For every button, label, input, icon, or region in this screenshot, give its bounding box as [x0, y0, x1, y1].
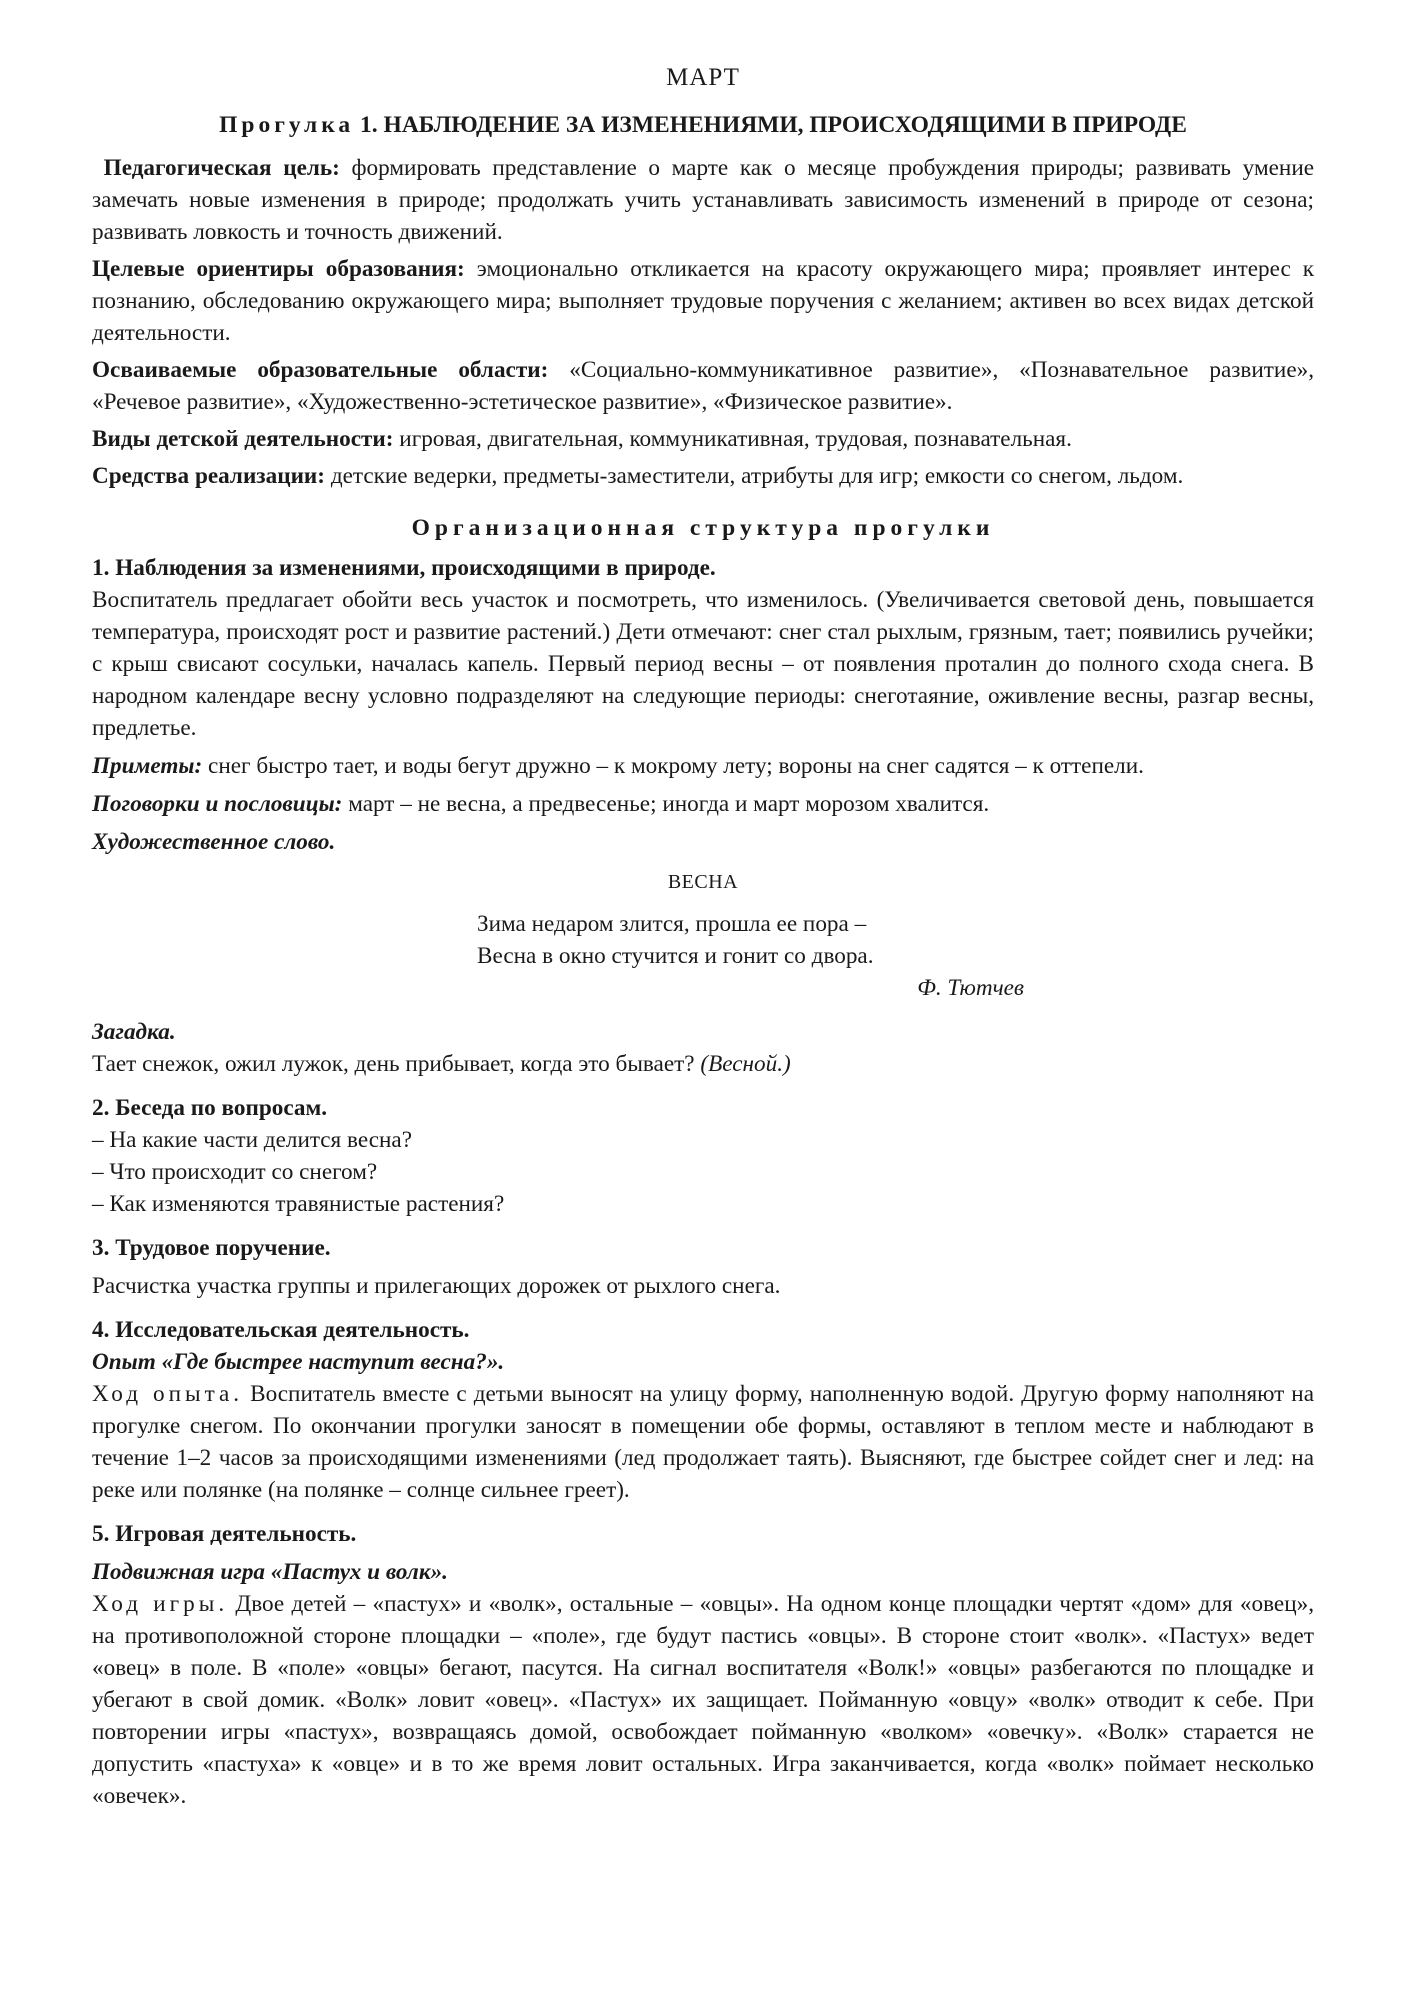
structure-title: Организационная структура прогулки: [411, 515, 995, 541]
question-item: – На какие части делится весна?: [92, 1127, 412, 1153]
section-2: [92, 1092, 1314, 1220]
signs-paragraph: [92, 750, 1314, 782]
intro-areas: [92, 354, 1314, 418]
question-item: – Как изменяются травянистые растения?: [92, 1191, 505, 1217]
section-3-text: Расчистка участка группы и прилегающих дорожек от рыхлого снега.: [92, 1273, 781, 1299]
intro-activities-label: Виды детской деятельности:: [92, 426, 394, 452]
section-1-heading: 1. Наблюдения за изменениями, происходящими в природе.: [92, 555, 716, 581]
walk-label: Прогулка: [219, 112, 355, 138]
section-3: [92, 1232, 1314, 1302]
document-page: [92, 0, 1314, 1812]
intro-activities: [92, 423, 1314, 455]
riddle-answer: (Весной.): [700, 1051, 791, 1077]
month-header: МАРТ: [666, 64, 740, 91]
section-2-heading: 2. Беседа по вопросам.: [92, 1095, 328, 1121]
intro-targets: [92, 253, 1314, 349]
experiment-course-label: Ход опыта.: [92, 1381, 244, 1407]
section-4: [92, 1314, 1314, 1506]
art-word-label: Художественное слово.: [92, 829, 336, 855]
walk-title-text: 1. НАБЛЮДЕНИЕ ЗА ИЗМЕНЕНИЯМИ, ПРОИСХОДЯЩИМИ В ПРИРОДЕ: [360, 112, 1187, 138]
intro-goal-label: Педагогическая цель:: [103, 155, 340, 181]
intro-areas-label: Осваиваемые образовательные области:: [92, 357, 549, 383]
signs-text: снег быстро тает, и воды бегут дружно – к мокрому лету; вороны на снег садятся – к оттепели.: [202, 753, 1144, 779]
game-course-label: Ход игры.: [92, 1591, 229, 1617]
sayings-text: март – не весна, а предвесенье; иногда и март морозом хвалится.: [342, 791, 990, 817]
experiment-paragraph: [92, 1378, 1314, 1506]
sayings-paragraph: [92, 788, 1314, 820]
intro-means-label: Средства реализации:: [92, 463, 326, 489]
intro-means: [92, 460, 1314, 492]
game-title: Подвижная игра «Пастух и волк».: [92, 1559, 448, 1585]
game-paragraph: [92, 1588, 1314, 1812]
section-1: [92, 552, 1314, 1080]
poem-line: Весна в окно стучится и гонит со двора.: [477, 943, 874, 969]
section-4-heading: 4. Исследовательская деятельность.: [92, 1317, 470, 1343]
intro-means-text: детские ведерки, предметы-заместители, атрибуты для игр; емкости со снегом, льдом.: [325, 463, 1184, 489]
poem-line: Зима недаром злится, прошла ее пора –: [477, 911, 867, 937]
signs-label: Приметы:: [92, 753, 203, 779]
section-5-heading: 5. Игровая деятельность.: [92, 1521, 357, 1547]
section-3-heading: 3. Трудовое поручение.: [92, 1235, 331, 1261]
intro-block: [92, 152, 1314, 492]
game-text: Двое детей – «пастух» и «волк», остальные – «овцы». На одном конце площадки чертят «дом» для «овец», на противоположной стороне площадки – «поле», где будут пастись «овцы». В стороне стоит «волк». «Пастух» ведет «овец» в поле. В «поле» «овцы» бегают, пасутся. На сигнал воспитателя «Волк!» «овцы» разбегаются по площадке и убегают в свой домик. «Волк» ловит «овец». «Пастух» их защищает. Пойманную «овцу» «волк» отводит к себе. При повторении игры «пастух», возвращаясь домой, освобождает пойманную «волком» «овечку». «Волк» старается не допустить «пастуха» к «овце» и в то же время ловит остальных. Игра заканчивается, когда «волк» поймает несколько «овечек».: [92, 1591, 1314, 1809]
intro-goal-text: формировать представление о марте как о месяце пробуждения природы; развивать умение замечать новые изменения в природе; продолжать учить устанавливать зависимость изменений в природе от сезона; развивать ловкость и точность движений.: [92, 155, 1315, 245]
section-5: [92, 1518, 1314, 1812]
question-item: – Что происходит со снегом?: [92, 1159, 378, 1185]
intro-targets-text: эмоционально откликается на красоту окружающего мира; проявляет интерес к познанию, обследованию окружающего мира; выполняет трудовые поручения с желанием; активен во всех видах детской деятельности.: [92, 256, 1314, 346]
sayings-label: Поговорки и пословицы:: [92, 791, 343, 817]
poem-author: Ф. Тютчев: [917, 975, 1024, 1001]
poem-title: ВЕСНА: [667, 871, 739, 893]
intro-goal: [92, 152, 1314, 248]
experiment-title: Опыт «Где быстрее наступит весна?».: [92, 1349, 505, 1375]
riddle-label: Загадка.: [92, 1019, 176, 1045]
poem: [477, 908, 1314, 972]
riddle-text: Тает снежок, ожил лужок, день прибывает, когда это бывает?: [92, 1051, 701, 1077]
walk-title: [92, 108, 1314, 142]
intro-activities-text: игровая, двигательная, коммуникативная, трудовая, познавательная.: [393, 426, 1072, 452]
intro-areas-text: «Социально-коммуникативное развитие», «Познавательное развитие», «Речевое развитие», «Художественно-эстетическое развитие», «Физическое развитие».: [92, 357, 1314, 415]
experiment-text: Воспитатель вместе с детьми выносят на улицу форму, наполненную водой. Другую форму наполняют на прогулке снегом. По окончании прогулки заносят в помещении обе формы, оставляют в теплом месте и наблюдают в течение 1–2 часов за происходящими изменениями (лед продолжает таять). Выясняют, где быстрее сойдет снег и лед: на реке или полянке (на полянке – солнце сильнее греет).: [92, 1381, 1315, 1503]
intro-targets-label: Целевые ориентиры образования:: [92, 256, 465, 282]
section-1-text: Воспитатель предлагает обойти весь участок и посмотреть, что изменилось. (Увеличивается световой день, повышается температура, происходят рост и развитие растений.) Дети отмечают: снег стал рыхлым, грязным, тает; появились ручейки; с крыш свисают сосульки, началась капель. Первый период весны – от появления проталин до полного схода снега. В народном календаре весну условно подразделяют на следующие периоды: снеготаяние, оживление весны, разгар весны, предлетье.: [92, 587, 1314, 741]
riddle-paragraph: [92, 1048, 1314, 1080]
